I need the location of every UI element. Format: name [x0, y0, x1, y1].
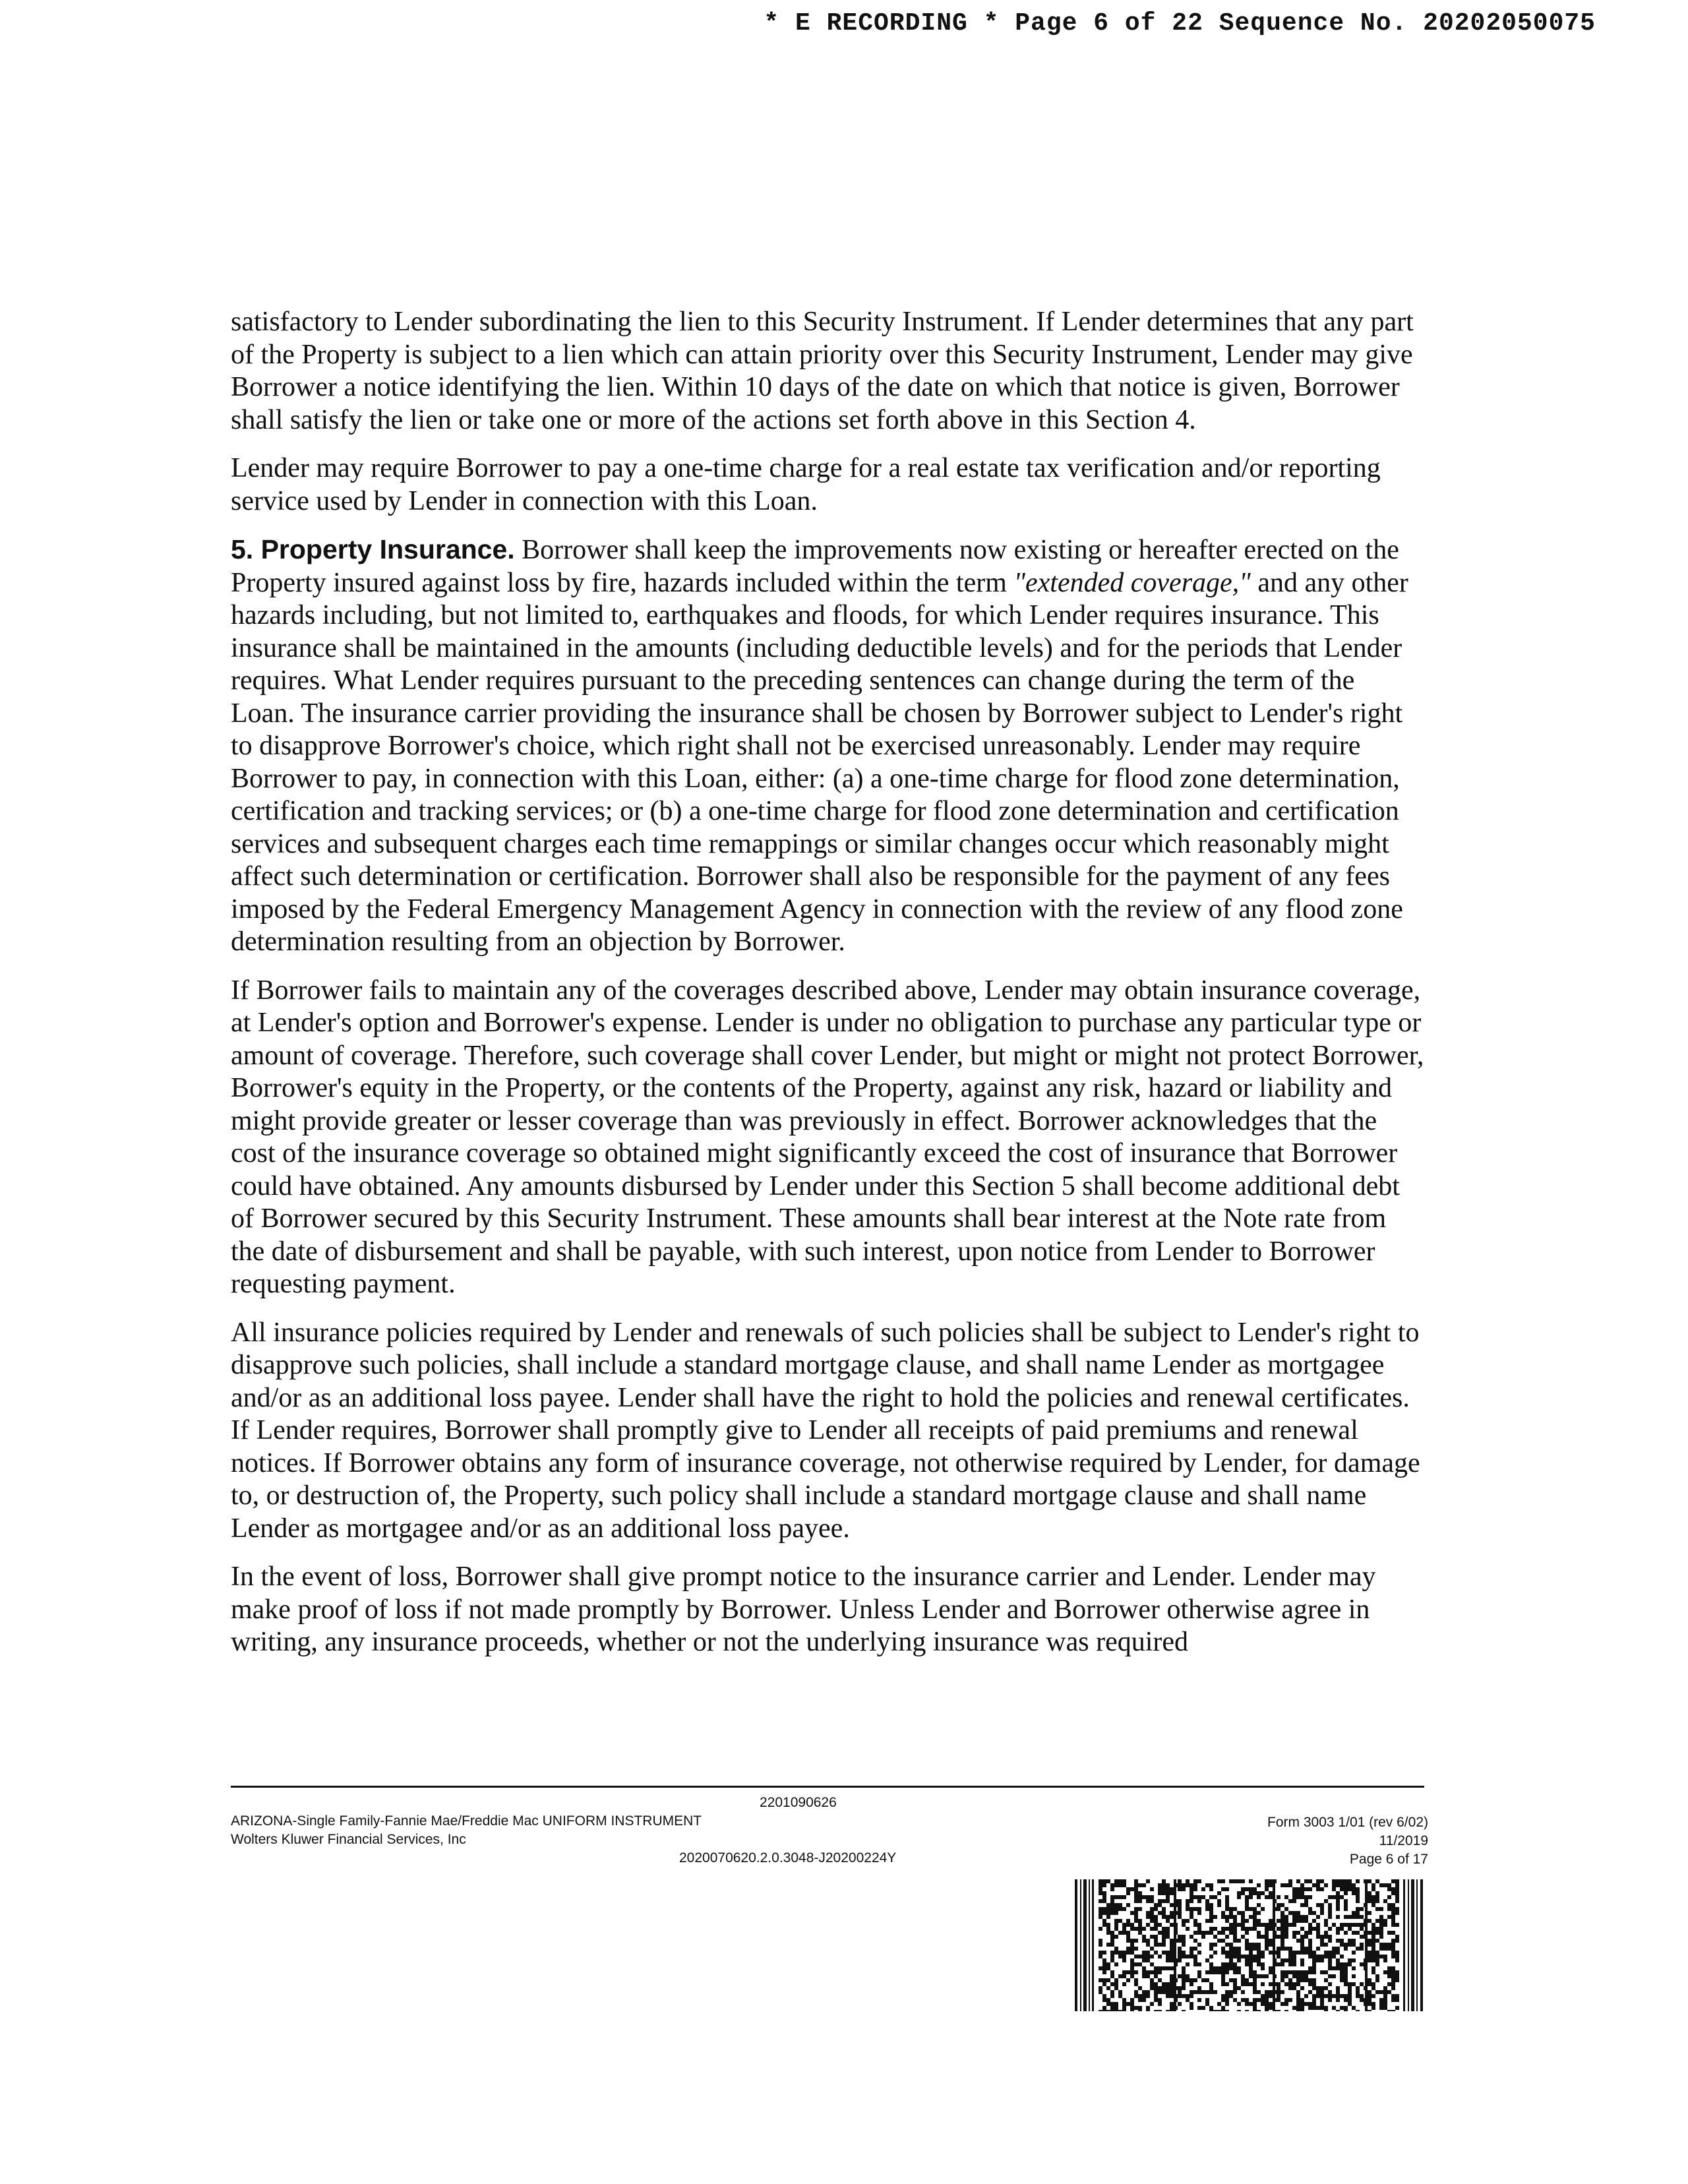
form-number: Form 3003 1/01 (rev 6/02) — [1267, 1815, 1428, 1830]
paragraph-property-insurance — [231, 533, 1424, 959]
company-name: Wolters Kluwer Financial Services, Inc — [231, 1832, 466, 1847]
footer-divider — [231, 1786, 1424, 1788]
paragraph-lender-coverage: If Borrower fails to maintain any of the coverages described above, Lender may obtain insurance coverage, at Lender's option and Borrower's expense. Lender is under no obligation to purchase any particular type or amount of coverage. Therefore, such coverage shall cover Lender, but might or might not protect Borrower, Borrower's equity in the Property, or the contents of the Property, against any risk, hazard or liability and might provide greater or lesser coverage than was previously in effect. Borrower acknowledges that the cost of the insurance coverage so obtained might significantly exceed the cost of insurance that Borrower could have obtained. Any amounts disbursed by Lender under this Section 5 shall become additional debt of Borrower secured by this Security Instrument. These amounts shall bear interest at the Note rate from the date of disbursement and shall be payable, with such interest, upon notice from Lender to Borrower requesting payment. — [231, 975, 1424, 1299]
property-insurance-text-2: and any other hazards including, but not limited to, earthquakes and floods, for which Lender requires insurance. This insurance shall be maintained in the amounts (including deductible levels) and for the periods that Lender requires. What Lender requires pursuant to the preceding sentences can change during the term of the Loan. The insurance carrier providing the insurance shall be chosen by Borrower subject to Lender's right to disapprove Borrower's choice, which right shall not be exercised unreasonably. Lender may require Borrower to pay, in connection with this Loan, either: (a) a one-time charge for flood zone determination, certification and tracking services; or (b) a one-time charge for flood zone determination and certification services and subsequent charges each time remappings or similar changes occur which reasonably might affect such determination or certification. Borrower shall also be responsible for the payment of any fees imposed by the Federal Emergency Management Agency in connection with the review of any flood zone determination resulting from an objection by Borrower. — [231, 567, 1408, 957]
paragraph-insurance-policies: All insurance policies required by Lender and renewals of such policies shall be subject to Lender's right to disapprove such policies, shall include a standard mortgage clause, and shall name Lender as mortgagee and/or as an additional loss payee. Lender shall have the right to hold the policies and renewal certificates. If Lender requires, Borrower shall promptly give to Lender all receipts of paid premiums and renewal notices. If Borrower obtains any form of insurance coverage, not otherwise required by Lender, for damage to, or destruction of, the Property, such policy shall include a standard mortgage clause and shall name Lender as mortgagee and/or as an additional loss payee. — [231, 1317, 1420, 1544]
recording-header: * E RECORDING * Page 6 of 22 Sequence No. 20202050075 — [764, 9, 1596, 38]
paragraph-event-of-loss: In the event of loss, Borrower shall give prompt notice to the insurance carrier and Lender. Lender may make proof of loss if not made promptly by Borrower. Unless Lender and Borrower otherwise agree in writing, any insurance proceeds, whether or not the underlying insurance was required — [231, 1562, 1376, 1657]
form-info — [1267, 1813, 1428, 1869]
extended-coverage-term: "extended coverage," — [1013, 567, 1251, 598]
page-label: Page 6 of 17 — [1349, 1852, 1428, 1867]
document-code: 2020070620.2.0.3048-J20200224Y — [679, 1850, 897, 1866]
loan-number: 2201090626 — [760, 1795, 837, 1810]
form-date: 11/2019 — [1379, 1833, 1428, 1848]
form-name: ARIZONA-Single Family-Fannie Mae/Freddie Mac UNIFORM INSTRUMENT — [231, 1813, 702, 1829]
section-heading-property-insurance: 5. Property Insurance. — [231, 534, 515, 564]
document-body — [231, 306, 1424, 1675]
barcode-image — [1075, 1879, 1424, 2011]
paragraph-lien-subordination: satisfactory to Lender subordinating the lien to this Security Instrument. If Lender determines that any part of the Property is subject to a lien which can attain priority over this Security Instrument, Lender may give Borrower a notice identifying the lien. Within 10 days of the date on which that notice is given, Borrower shall satisfy the lien or take one or more of the actions set forth above in this Section 4. — [231, 307, 1414, 435]
property-insurance-text-1: Borrower shall keep the improvements now existing or hereafter erected on the Property insured against loss by fire, hazards included within the term — [231, 535, 1399, 598]
paragraph-tax-verification: Lender may require Borrower to pay a one-time charge for a real estate tax verification and/or reporting service used by Lender in connection with this Loan. — [231, 453, 1381, 516]
